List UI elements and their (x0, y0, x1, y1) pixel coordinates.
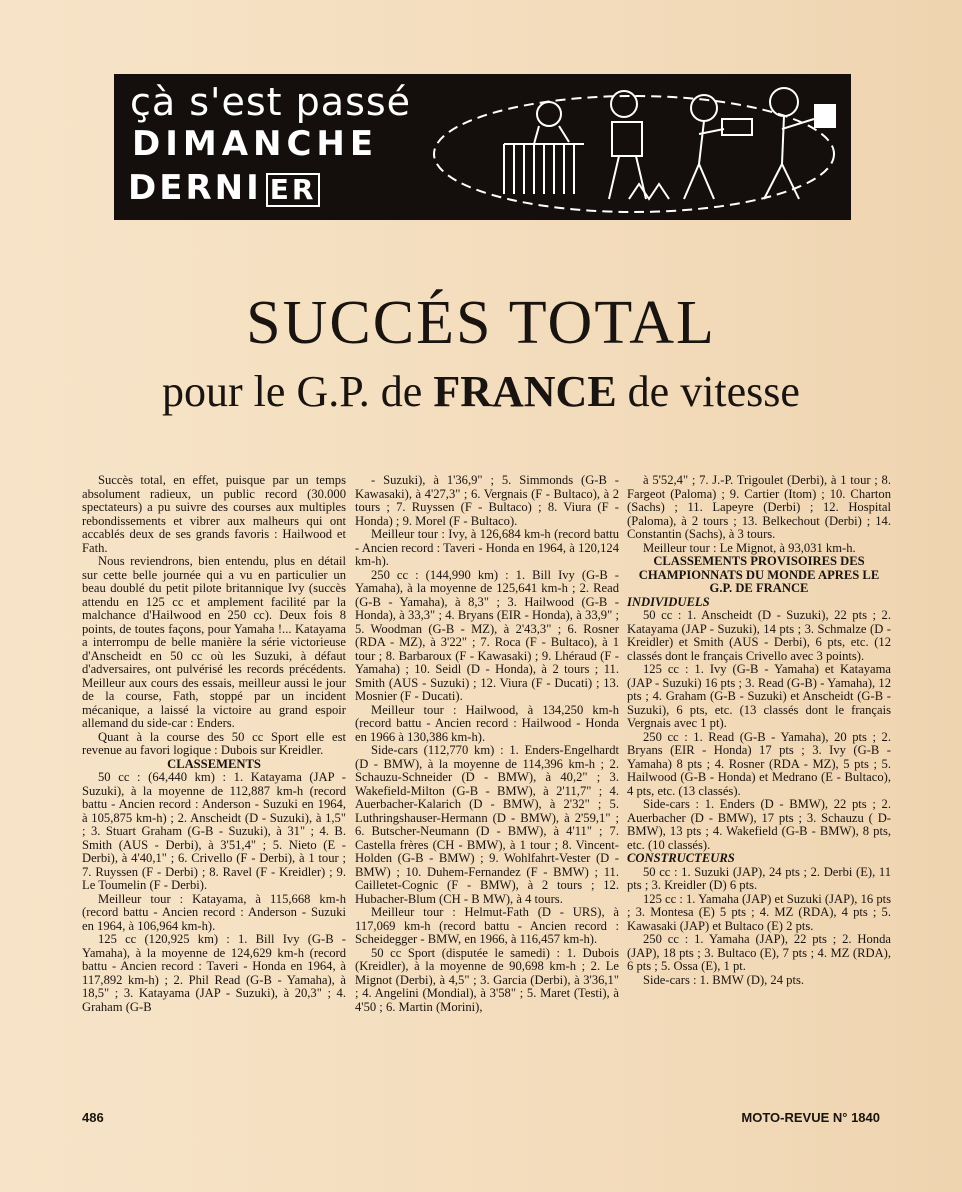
col3-paragraph: 250 cc : 1. Yamaha (JAP), 22 pts ; 2. Honda (JAP), 18 pts ; 3. Bultaco (E), 7 pts ; 4. MZ (RDA), 6 pts ; 5. Ossa (E), 1 pt. (627, 932, 891, 973)
banner-line-2: DIMANCHE (132, 124, 379, 164)
col2-paragraph: 250 cc : (144,990 km) : 1. Bill Ivy (G-B - Yamaha), à la moyenne de 125,641 km-h ; 2. Read (G-B - Yamaha), à 8,3" ; 3. Hailwood (G-B - Honda), à 33,3" ; 4. Bryans (EIR - Honda), à 33,9" ; 5. Woodman (G-B - MZ), à 2'43,3" ; 6. Rosner (RDA - MZ), à 3'22" ; 7. Roca (F - Bultaco), à 1 tour ; 8. Barbaroux (F - Kawasaki) ; 9. Lhéraud (F - Yamaha) ; 10. Seidl (D - Honda), à 2 tours ; 11. Smith (AUS - Suzuki) ; 12. Viura (F - Ducati) ; 13. Mosnier (F - Ducati). (355, 567, 619, 703)
col2-paragraph: Side-cars (112,770 km) : 1. Enders-Engelhardt (D - BMW), à la moyenne de 114,396 km-h ; 2. Schauzu-Schneider (D - BMW), à 40,2" ; 3. Wakefield-Milton (G-B - BMW), à 2'11,7" ; 4. Auerbacher-Kalarich (D - BMW), à 2'32" ; 5. Luthringshauser-Hermann (D - BMW), à 2'59,1" ; 6. Butscher-Neumann (D - BMW), à 4'11" ; 7. Castella frères (CH - BMW), à 1 tour ; 8. Vincent-Holden (G-B - BMW) ; 9. Wohlfahrt-Vester (D - BMW) ; 10. Duhem-Fernandez (F - BMW) ; 11. Cailletet-Cognic (F - BMW), à 2 tours ; 12. Hubacher-Blum (CH - B MW), à 4 tours. (355, 743, 619, 906)
column-3 (627, 474, 891, 987)
col1-paragraph: Nous reviendrons, bien entendu, plus en détail sur cette belle journée qui a vu en particulier un beau doublé du petit pilote britannique Ivy (succès attendu en 125 cc et amplement facilité par la malchance d'Hailwood en 250 cc). Deux fois 8 points, de toutes façons, pour Yamaha !... Katayama a interrompu de belle manière la série victorieuse d'Anscheidt en 50 cc où les Suzuki, à défaut d'adversaires, ont pulvérisé les records précédents. Meilleur aux cours des essais, meilleur aussi le jour de la course, Fath, stoppé par un incident mécanique, a laissé la victoire au grand espoir allemand du side-car : Enders. (82, 554, 346, 730)
banner-line-3-box: ER (266, 173, 321, 207)
col3-paragraph: 125 cc : 1. Ivy (G-B - Yamaha) et Katayama (JAP - Suzuki) 16 pts ; 3. Read (G-B) - Yamaha), 12 pts ; 4. Graham (G-B - Suzuki) et Anscheidt (G-B - Suzuki), 6 pts, etc. (13 classés dont le français Vergnais avec 1 pt). (627, 662, 891, 730)
col3-paragraph: Side-cars : 1. BMW (D), 24 pts. (643, 972, 805, 987)
col3-paragraph: Side-cars : 1. Enders (D - BMW), 22 pts ; 2. Auerbacher (D - BMW), 17 pts ; 3. Schauzu ( D- BMW), 13 pts ; 4. Wakefield (G-B - BMW), 8 pts, etc. (10 classés). (627, 797, 891, 852)
column-2 (355, 474, 619, 1014)
col3-subheading: CONSTRUCTEURS (627, 851, 735, 865)
column-1 (82, 474, 346, 1014)
col3-paragraph: Meilleur tour : Le Mignot, à 93,031 km-h. (643, 540, 856, 555)
banner-line-3-text: DERNI (128, 168, 262, 208)
col3-paragraph: à 5'52,4" ; 7. J.-P. Trigoulet (Derbi), à 1 tour ; 8. Fargeot (Paloma) ; 9. Cartier (Itom) ; 10. Charton (Sachs) ; 11. Lapeyre (Derbi) ; 12. Hospital (Paloma), à 2 tours ; 13. Belkechout (Derbi) ; 14. Constantin (Sachs), à 3 tours. (627, 473, 891, 541)
col1-heading: CLASSEMENTS (167, 756, 261, 771)
col3-paragraph: 125 cc : 1. Yamaha (JAP) et Suzuki (JAP), 16 pts ; 3. Montesa (E) 5 pts ; 4. MZ (RDA), 4 pts ; 5. Kawasaki (JAP) et Bultaco (E) 2 pts. (627, 891, 892, 933)
col3-paragraph: 50 cc : 1. Suzuki (JAP), 24 pts ; 2. Derbi (E), 11 pts ; 3. Kreidler (D) 6 pts. (627, 864, 891, 892)
col1-paragraph: Meilleur tour : Katayama, à 115,668 km-h (record battu - Ancien record : Anderson - Suzuki en 1964, à 106,964 km-h). (82, 891, 346, 933)
col1-paragraph: 50 cc : (64,440 km) : 1. Katayama (JAP - Suzuki), à la moyenne de 112,887 km-h (record battu - Ancien record : Anderson - Suzuki en 1964, à 105,875 km-h) ; 2. Anscheidt (D - Suzuki), à 1,5" ; 3. Stuart Graham (G-B - Suzuki), à 31" ; 4. B. Smith (AUS - Derbi), à 3'51,4" ; 5. Nieto (E - Derbi), à 4'40,1" ; 6. Crivello (F - Derbi), à 1 tour ; 7. Ruyssen (F - Derbi) ; 8. Ravel (F - Kreidler) ; 9. Le Toumelin (F - Derbi). (82, 770, 346, 892)
col3-subheading: INDIVIDUELS (627, 594, 710, 609)
col2-paragraph: Meilleur tour : Ivy, à 126,684 km-h (record battu - Ancien record : Taveri - Honda en 1964, à 120,124 km-h). (355, 527, 619, 568)
headline: SUCCÉS TOTAL (246, 289, 716, 357)
subheadline (0, 366, 962, 417)
section-banner (114, 74, 851, 220)
col1-paragraph: Succès total, en effet, puisque par un temps absolument radieux, un public record (30.000 spectateurs) a pu suivre des courses aux multiples rebondissements et vibrer aux malheurs qui ont accablés deux de ses grands favoris : Hailwood et Fath. (82, 473, 346, 555)
banner-line-3 (128, 168, 320, 208)
subheadline-pre: pour le G.P. de (162, 367, 434, 416)
subheadline-post: de vitesse (616, 367, 800, 416)
cartoon-illustration (414, 74, 851, 220)
magazine-issue: MOTO-REVUE N° 1840 (741, 1110, 880, 1125)
col3-paragraph: 250 cc : 1. Read (G-B - Yamaha), 20 pts ; 2. Bryans (EIR - Honda) 17 pts ; 3. Ivy (G-B - Yamaha) 8 pts ; 4. Rosner (RDA - MZ), 5 pts ; 5. Hailwood (G-B - Honda) et Medrano (E - Bultaco), 4 pts, etc. (13 classés). (627, 729, 891, 798)
col2-paragraph: - Suzuki), à 1'36,9" ; 5. Simmonds (G-B - Kawasaki), à 4'27,3" ; 6. Vergnais (F - Bultaco), à 2 tours ; 7. Ruyssen (F - Bultaco) ; 8. Viura (F - Honda) ; 9. Morel (F - Bultaco). (355, 473, 619, 528)
col2-paragraph: 50 cc Sport (disputée le samedi) : 1. Dubois (Kreidler), à la moyenne de 90,698 km-h ; 2. Le Mignot (Derbi), à 4,5" ; 3. Garcia (Derbi), à 3'36,1" ; 4. Angelini (Mondial), à 3'58" ; 5. Maret (Testi), à 4'50 ; 6. Martin (Morini), (355, 945, 619, 1014)
col2-paragraph: Meilleur tour : Helmut-Fath (D - URS), à 117,069 km-h (record battu - Ancien record : Scheidegger - BMW, en 1966, à 116,457 km-h). (355, 905, 619, 946)
col3-paragraph: 50 cc : 1. Anscheidt (D - Suzuki), 22 pts ; 2. Katayama (JAP - Suzuki), 14 pts ; 3. Schmalze (D - Kreidler) et Smith (AUS - Derbi), 6 pts, etc. (12 classés dont le français Crivello avec 3 points). (627, 608, 891, 663)
col1-paragraph: Quant à la course des 50 cc Sport elle est revenue au favori logique : Dubois sur Kreidler. (82, 729, 346, 757)
col1-paragraph: 125 cc (120,925 km) : 1. Bill Ivy (G-B - Yamaha), à la moyenne de 124,629 km-h (record battu - Ancien record : Taveri - Honda en 1964, à 117,892 km-h) ; 2. Phil Read (G-B - Yamaha), à 18,5" ; 3. Katayama (JAP - Suzuki), à 20,3" ; 4. Graham (G-B (82, 932, 346, 1014)
col2-paragraph: Meilleur tour : Hailwood, à 134,250 km-h (record battu - Ancien record : Hailwood - Honda en 1966 à 130,386 km-h). (355, 702, 619, 744)
banner-line-1: çà s'est passé (130, 80, 412, 124)
page-number: 486 (82, 1110, 104, 1125)
subheadline-bold: FRANCE (433, 367, 617, 416)
col3-heading: CLASSEMENTS PROVISOIRES DES CHAMPIONNATS DU MONDE APRES LE G.P. DE FRANCE (638, 554, 880, 595)
